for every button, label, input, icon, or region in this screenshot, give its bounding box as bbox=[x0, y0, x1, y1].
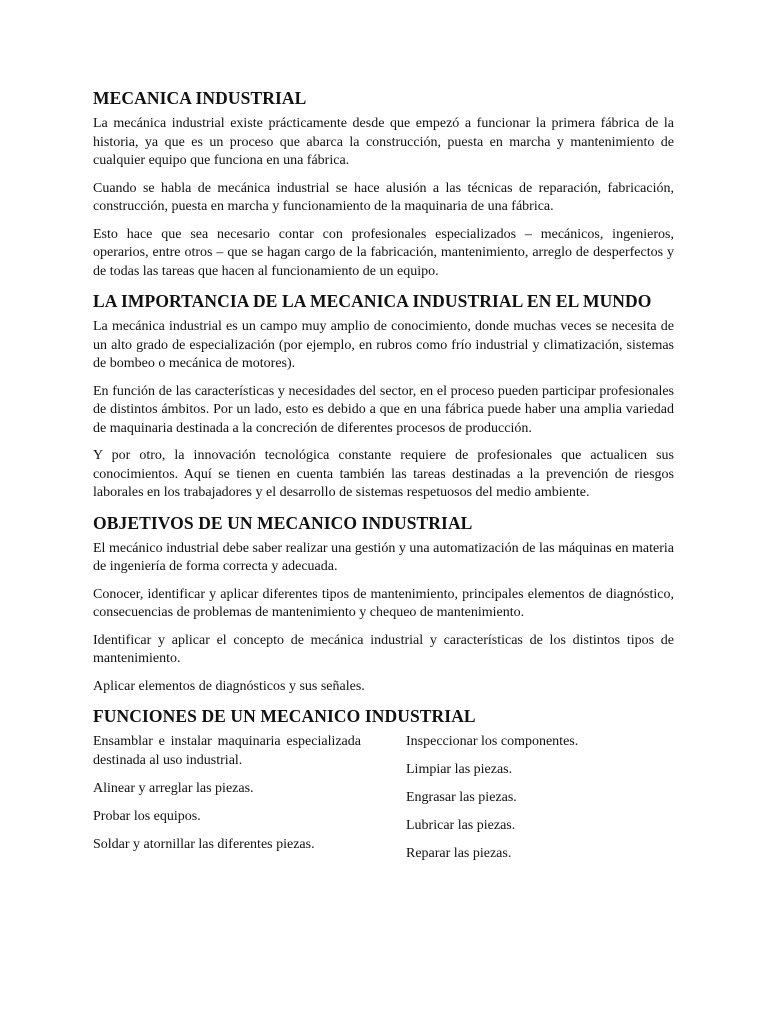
document-page bbox=[93, 87, 674, 873]
functions-right-column bbox=[406, 733, 674, 873]
paragraph: La mecánica industrial es un campo muy amplio de conocimiento, donde muchas veces se necesita de un alto grado de especialización (por ejemplo, en rubros como frío industrial y climatización, sistemas de bombeo o mecánica de motores). bbox=[93, 319, 674, 371]
function-item: Soldar y atornillar las diferentes piezas. bbox=[93, 836, 315, 852]
function-item: Ensamblar e instalar maquinaria especializada destinada al uso industrial. bbox=[93, 734, 361, 768]
paragraph: En función de las características y necesidades del sector, en el proceso pueden participar profesionales de distintos ámbitos. Por un lado, esto es debido a que en una fábrica puede haber una amplia variedad de maquinaria destinada a la concreción de diferentes procesos de producción. bbox=[93, 383, 674, 436]
section-title-funciones: FUNCIONES DE UN MECANICO INDUSTRIAL bbox=[93, 706, 476, 726]
section-title-importancia: LA IMPORTANCIA DE LA MECANICA INDUSTRIAL EN EL MUNDO bbox=[93, 291, 652, 311]
paragraph: La mecánica industrial existe prácticamente desde que empezó a funcionar la primera fábrica de la historia, ya que es un proceso que abarca la construcción, puesta en marcha y mantenimiento de cualquier equipo que funciona en una fábrica. bbox=[93, 116, 674, 168]
functions-left-column bbox=[93, 733, 361, 873]
functions-columns bbox=[93, 733, 674, 873]
function-item: Probar los equipos. bbox=[93, 808, 201, 824]
function-item: Alinear y arreglar las piezas. bbox=[93, 780, 254, 796]
function-item: Inspeccionar los componentes. bbox=[406, 734, 579, 749]
function-item: Reparar las piezas. bbox=[406, 846, 512, 861]
paragraph: Aplicar elementos de diagnósticos y sus señales. bbox=[93, 678, 365, 694]
paragraph: El mecánico industrial debe saber realizar una gestión y una automatización de las máquinas en materia de ingeniería de forma correcta y adecuada. bbox=[93, 540, 674, 574]
function-item: Lubricar las piezas. bbox=[406, 818, 516, 833]
paragraph: Conocer, identificar y aplicar diferentes tipos de mantenimiento, principales elementos de diagnóstico, consecuencias de problemas de mantenimiento y chequeo de mantenimiento. bbox=[93, 586, 674, 620]
section-title-mecanica-industrial: MECANICA INDUSTRIAL bbox=[93, 88, 307, 108]
paragraph: Esto hace que sea necesario contar con profesionales especializados – mecánicos, ingenieros, operarios, entre otros – que se hagan cargo de la fabricación, mantenimiento, arreglo de desperfectos y de todas las tareas que hacen al funcionamiento de un equipo. bbox=[93, 226, 674, 279]
function-item: Limpiar las piezas. bbox=[406, 762, 513, 777]
paragraph: Identificar y aplicar el concepto de mecánica industrial y características de los distintos tipos de mantenimiento. bbox=[93, 632, 674, 666]
function-item: Engrasar las piezas. bbox=[406, 790, 517, 805]
paragraph: Y por otro, la innovación tecnológica constante requiere de profesionales que actualicen sus conocimientos. Aquí se tienen en cuenta también las tareas destinadas a la prevención de riesgos laborales en los trabajadores y el desarrollo de sistemas respetuosos del medio ambiente. bbox=[93, 448, 674, 500]
section-title-objetivos: OBJETIVOS DE UN MECANICO INDUSTRIAL bbox=[93, 512, 473, 533]
paragraph: Cuando se habla de mecánica industrial se hace alusión a las técnicas de reparación, fabricación, construcción, puesta en marcha y funcionamiento de la maquinaria de una fábrica. bbox=[93, 180, 674, 214]
